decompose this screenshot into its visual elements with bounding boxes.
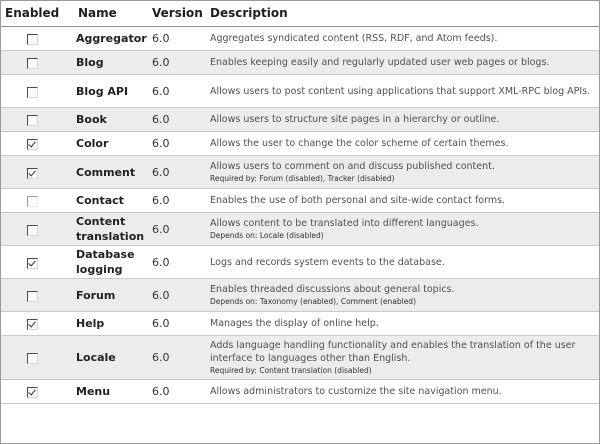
- module-name: Contact: [72, 189, 146, 213]
- module-description-cell: [204, 27, 599, 51]
- enabled-cell: [1, 189, 72, 213]
- enable-checkbox-content-translation[interactable]: [27, 225, 38, 236]
- module-version: 6.0: [146, 27, 204, 51]
- table-row: [1, 246, 599, 279]
- module-name: Content translation: [72, 213, 146, 246]
- module-description-cell: [204, 75, 599, 108]
- enabled-cell: [1, 246, 72, 279]
- module-name: Database logging: [72, 246, 146, 279]
- table-row: [1, 75, 599, 108]
- table-row: [1, 108, 599, 132]
- enabled-cell: [1, 108, 72, 132]
- enabled-cell: [1, 51, 72, 75]
- enable-checkbox-blog[interactable]: [27, 58, 38, 69]
- module-description: Aggregates syndicated content (RSS, RDF, and Atom feeds).: [210, 33, 498, 44]
- header-version: Version: [146, 1, 204, 27]
- enable-checkbox-locale[interactable]: [27, 353, 38, 364]
- enabled-cell: [1, 380, 72, 404]
- module-name: Book: [72, 108, 146, 132]
- enable-checkbox-database-logging[interactable]: [27, 258, 38, 269]
- module-description: Enables threaded discussions about general topics.: [210, 284, 455, 295]
- module-description-cell: [204, 156, 599, 189]
- module-version: 6.0: [146, 75, 204, 108]
- module-name: Locale: [72, 336, 146, 380]
- module-description-cell: [204, 246, 599, 279]
- module-description: Allows the user to change the color scheme of certain themes.: [210, 138, 509, 149]
- enable-checkbox-forum[interactable]: [27, 291, 38, 302]
- module-description-cell: [204, 51, 599, 75]
- module-description-cell: [204, 132, 599, 156]
- module-description: Allows content to be translated into different languages.: [210, 218, 479, 229]
- enabled-cell: [1, 312, 72, 336]
- header-enabled: Enabled: [1, 1, 72, 27]
- table-row: [1, 312, 599, 336]
- enable-checkbox-comment[interactable]: [27, 168, 38, 179]
- module-description: Logs and records system events to the database.: [210, 256, 445, 268]
- module-version: 6.0: [146, 189, 204, 213]
- module-description-cell: [204, 336, 599, 380]
- table-row: [1, 279, 599, 312]
- module-version: 6.0: [146, 108, 204, 132]
- module-dependency-note: Required by: Content translation (disabled): [210, 366, 372, 375]
- module-version: 6.0: [146, 279, 204, 312]
- module-version: 6.0: [146, 312, 204, 336]
- table-row: [1, 27, 599, 51]
- table-row: [1, 336, 599, 380]
- module-description: Allows users to comment on and discuss published content.: [210, 161, 495, 172]
- module-version: 6.0: [146, 51, 204, 75]
- module-description: Adds language handling functionality and enables the translation of the user interface to languages other than English.: [210, 340, 576, 364]
- enable-checkbox-help[interactable]: [27, 319, 38, 330]
- enable-checkbox-blog-api[interactable]: [27, 87, 38, 98]
- module-version: 6.0: [146, 132, 204, 156]
- module-description: Manages the display of online help.: [210, 318, 379, 329]
- module-description-cell: [204, 380, 599, 404]
- table-row: [1, 189, 599, 213]
- table-row: [1, 132, 599, 156]
- module-description: Allows administrators to customize the site navigation menu.: [210, 386, 502, 397]
- enable-checkbox-color[interactable]: [27, 139, 38, 150]
- enabled-cell: [1, 27, 72, 51]
- modules-table: [1, 1, 599, 404]
- module-name: Forum: [72, 279, 146, 312]
- enabled-cell: [1, 156, 72, 189]
- enable-checkbox-aggregator[interactable]: [27, 34, 38, 45]
- module-version: 6.0: [146, 380, 204, 404]
- enabled-cell: [1, 213, 72, 246]
- module-name: Help: [72, 312, 146, 336]
- enable-checkbox-menu[interactable]: [27, 387, 38, 398]
- module-description-cell: [204, 108, 599, 132]
- module-dependency-note: Required by: Forum (disabled), Tracker (disabled): [210, 174, 395, 183]
- module-version: 6.0: [146, 213, 204, 246]
- enable-checkbox-book[interactable]: [27, 115, 38, 126]
- module-name: Menu: [72, 380, 146, 404]
- module-dependency-note: Depends on: Taxonomy (enabled), Comment (enabled): [210, 297, 416, 306]
- module-version: 6.0: [146, 336, 204, 380]
- module-version: 6.0: [146, 246, 204, 279]
- enable-checkbox-contact: [27, 196, 38, 207]
- module-description-cell: [204, 213, 599, 246]
- module-description: Enables the use of both personal and site-wide contact forms.: [210, 195, 506, 206]
- module-description-cell: [204, 189, 599, 213]
- module-name: Blog API: [72, 75, 146, 108]
- module-description: Allows users to structure site pages in a hierarchy or outline.: [210, 114, 500, 125]
- module-description: Enables keeping easily and regularly updated user web pages or blogs.: [210, 57, 550, 68]
- table-header-row: [1, 1, 599, 27]
- header-description: Description: [204, 1, 599, 27]
- enabled-cell: [1, 336, 72, 380]
- module-description: Allows users to post content using applications that support XML-RPC blog APIs.: [210, 85, 591, 97]
- module-name: Color: [72, 132, 146, 156]
- module-description-cell: [204, 312, 599, 336]
- table-row: [1, 213, 599, 246]
- enabled-cell: [1, 132, 72, 156]
- enabled-cell: [1, 279, 72, 312]
- module-description-cell: [204, 279, 599, 312]
- module-name: Comment: [72, 156, 146, 189]
- module-dependency-note: Depends on: Locale (disabled): [210, 231, 324, 240]
- module-name: Aggregator: [72, 27, 146, 51]
- table-row: [1, 156, 599, 189]
- module-rows: [1, 27, 599, 404]
- module-name: Blog: [72, 51, 146, 75]
- table-row: [1, 380, 599, 404]
- enabled-cell: [1, 75, 72, 108]
- module-version: 6.0: [146, 156, 204, 189]
- table-row: [1, 51, 599, 75]
- header-name: Name: [72, 1, 146, 27]
